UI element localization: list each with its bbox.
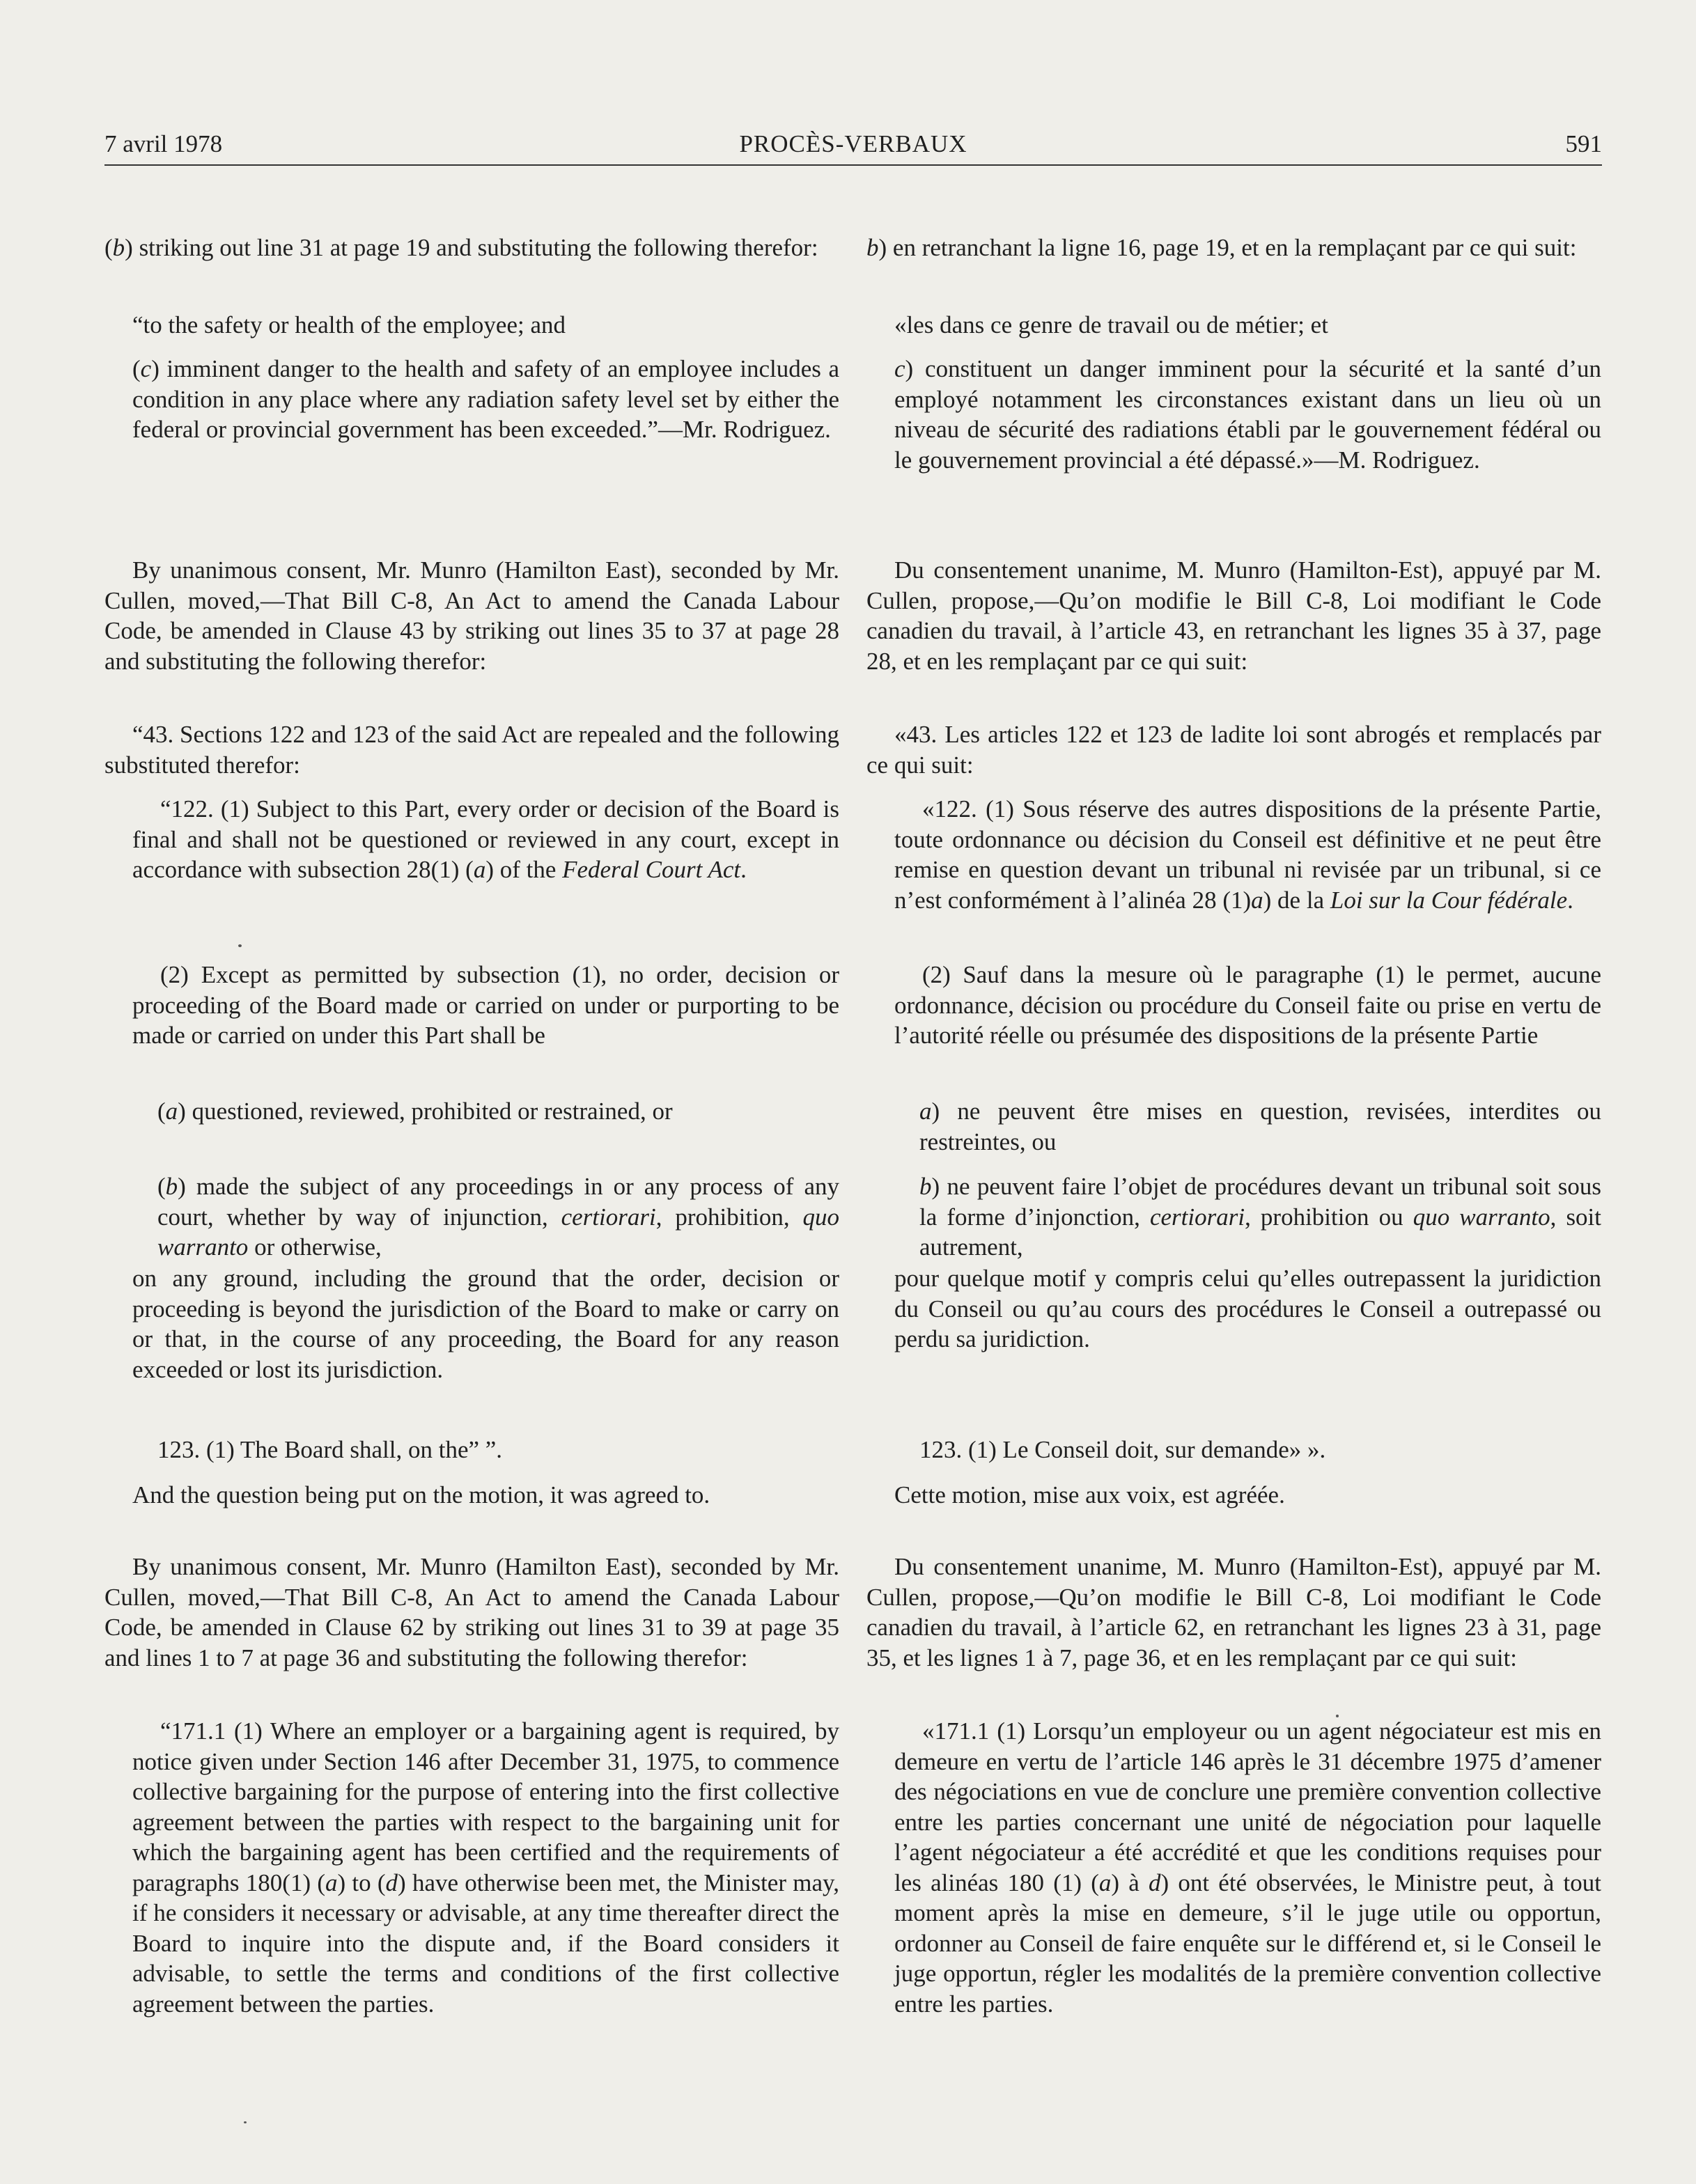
en-section-43: “43. Sections 122 and 123 of the said Act are repealed and the following substituted therefor: (104, 721, 839, 779)
en-para-c: (c) imminent danger to the health and safety of an employee includes a condition in any place where any radiation safety level set by either the federal or provincial government has been exceeded.”—Mr. Rodriguez. (132, 355, 839, 443)
fr-para-c: c) constituent un danger imminent pour la sécurité et la santé d’un employé notamment les circonstances existant dans un lieu où un niveau de sécurité des radiations établi par le gouvernement fédéral ou le gouvernement provincial a été dépassé.»—M. Rodriguez. (894, 355, 1602, 474)
header-title: PROCÈS-VERBAUX (739, 130, 967, 157)
en-motion-clause-62: By unanimous consent, Mr. Munro (Hamilton East), seconded by Mr. Cullen, moved,—That Bill C-8, An Act to amend the Canada Labour Code, be amended in Clause 62 by striking out lines 31 to 39 at page 35 and lines 1 to 7 at page 36 and substituting the following therefor: (104, 1553, 839, 1671)
print-speck (244, 2121, 247, 2123)
fr-item-a: a) ne peuvent être mises en question, revisées, interdites ou restreintes, ou (919, 1098, 1602, 1155)
en-item-b: (b) made the subject of any proceedings in or any process of any court, whether by way of injunction, certiorari, prohibition, quo warranto or otherwise, (157, 1173, 840, 1261)
header-date: 7 avril 1978 (104, 130, 223, 157)
fr-para-b: b) en retranchant la ligne 16, page 19, et en la remplaçant par ce qui suit: (866, 234, 1577, 261)
print-speck (238, 944, 242, 947)
en-section-122-2: (2) Except as permitted by subsection (1), no order, decision or proceeding of the Board made or carried on under or purporting to be made or carried on under this Part shall be (132, 961, 839, 1049)
en-section-123: 123. (1) The Board shall, on the” ”. (157, 1436, 503, 1463)
fr-motion-article-43: Du consentement unanime, M. Munro (Hamilton-Est), appuyé par M. Cullen, propose,—Qu’on modifie le Bill C-8, Loi modifiant le Code canadien du travail, à l’article 43, en retranchant les lignes 35 à 37, page 28, et en les remplaçant par ce qui suit: (866, 556, 1601, 675)
en-motion-clause-43: By unanimous consent, Mr. Munro (Hamilton East), seconded by Mr. Cullen, moved,—That Bill C-8, An Act to amend the Canada Labour Code, be amended in Clause 43 by striking out lines 35 to 37 at page 28 and substituting the following therefor: (104, 556, 839, 675)
fr-section-43: «43. Les articles 122 et 123 de ladite loi sont abrogés et remplacés par ce qui suit: (866, 721, 1601, 779)
fr-motion-article-62: Du consentement unanime, M. Munro (Hamilton-Est), appuyé par M. Cullen, propose,—Qu’on modifie le Bill C-8, Loi modifiant le Code canadien du travail, à l’article 62, en retranchant les lignes 23 à 31, page 35, et les lignes 1 à 7, page 36, et en les remplaçant par ce qui suit: (866, 1553, 1601, 1671)
fr-quote-line: «les dans ce genre de travail ou de métier; et (894, 311, 1328, 338)
en-section-171-1: “171.1 (1) Where an employer or a bargaining agent is required, by notice given under Section 146 after December 31, 1975, to commence collective bargaining for the purpose of entering into the first collective agreement between the parties with respect to the bargaining unit for which the bargaining agent has been certified and the requirements of paragraphs 180(1) (a) to (d) have otherwise been met, the Minister may, if he considers it necessary or advisable, at any time thereafter direct the Board to inquire into the dispute and, if the Board considers it advisable, to settle the terms and conditions of the first collective agreement between the parties. (132, 1717, 839, 2018)
en-any-ground: on any ground, including the ground that the order, decision or proceeding is beyond the jurisdiction of the Board to make or carry on or that, in the course of any proceeding, the Board for any reason exceeded or lost its jurisdiction. (132, 1265, 839, 1383)
en-section-122-1: “122. (1) Subject to this Part, every order or decision of the Board is final and shall not be questioned or reviewed in any court, except in accordance with subsection 28(1) (a) of the Federal Court Act. (132, 795, 839, 883)
fr-section-171-1: «171.1 (1) Lorsqu’un employeur ou un agent négociateur est mis en demeure en vertu de l’article 146 après le 31 décembre 1975 d’amener des négociations en vue de conclure une première convention collective entre les parties concernant une unité de négociation pour laquelle l’agent négociateur a été accrédité et que les conditions requises pour les alinéas 180 (1) (a) à d) ont été observées, le Ministre peut, à tout moment après la mise en demeure, s’il le juge utile ou opportun, ordonner au Conseil de faire enquête sur le différend et, si le Conseil le juge opportun, régler les modalités de la première convention collective entre les parties. (894, 1717, 1601, 2018)
print-speck (1336, 1715, 1339, 1717)
fr-section-123: 123. (1) Le Conseil doit, sur demande» ». (919, 1436, 1326, 1463)
fr-item-b: b) ne peuvent faire l’objet de procédures devant un tribunal soit sous la forme d’injonction, certiorari, prohibition ou quo warranto, soit autrement, (919, 1173, 1602, 1261)
running-header (104, 127, 1602, 166)
fr-section-122-2: (2) Sauf dans la mesure où le paragraphe (1) le permet, aucune ordonnance, décision ou procédure du Conseil faite ou prise en vertu de l’autorité réelle ou présumée des dispositions de la présente Partie (894, 961, 1601, 1049)
en-motion-agreed: And the question being put on the motion, it was agreed to. (132, 1481, 710, 1508)
en-quote-line: “to the safety or health of the employee; and (132, 311, 566, 338)
en-item-a: (a) questioned, reviewed, prohibited or restrained, or (157, 1098, 673, 1125)
fr-motion-agreed: Cette motion, mise aux voix, est agréée. (894, 1481, 1285, 1508)
fr-section-122-1: «122. (1) Sous réserve des autres dispositions de la présente Partie, toute ordonnance ou décision du Conseil est définitive et ne peut être remise en question devant un tribunal ni revisée par un tribunal, si ce n’est conformément à l’alinéa 28 (1)a) de la Loi sur la Cour fédérale. (894, 795, 1601, 914)
fr-any-ground: pour quelque motif y compris celui qu’elles outrepassent la juridiction du Conseil ou qu’au cours des procédures le Conseil a outrepassé ou perdu sa juridiction. (894, 1265, 1601, 1352)
page-number: 591 (1565, 130, 1602, 157)
en-para-b: (b) striking out line 31 at page 19 and substituting the following therefor: (104, 234, 818, 261)
